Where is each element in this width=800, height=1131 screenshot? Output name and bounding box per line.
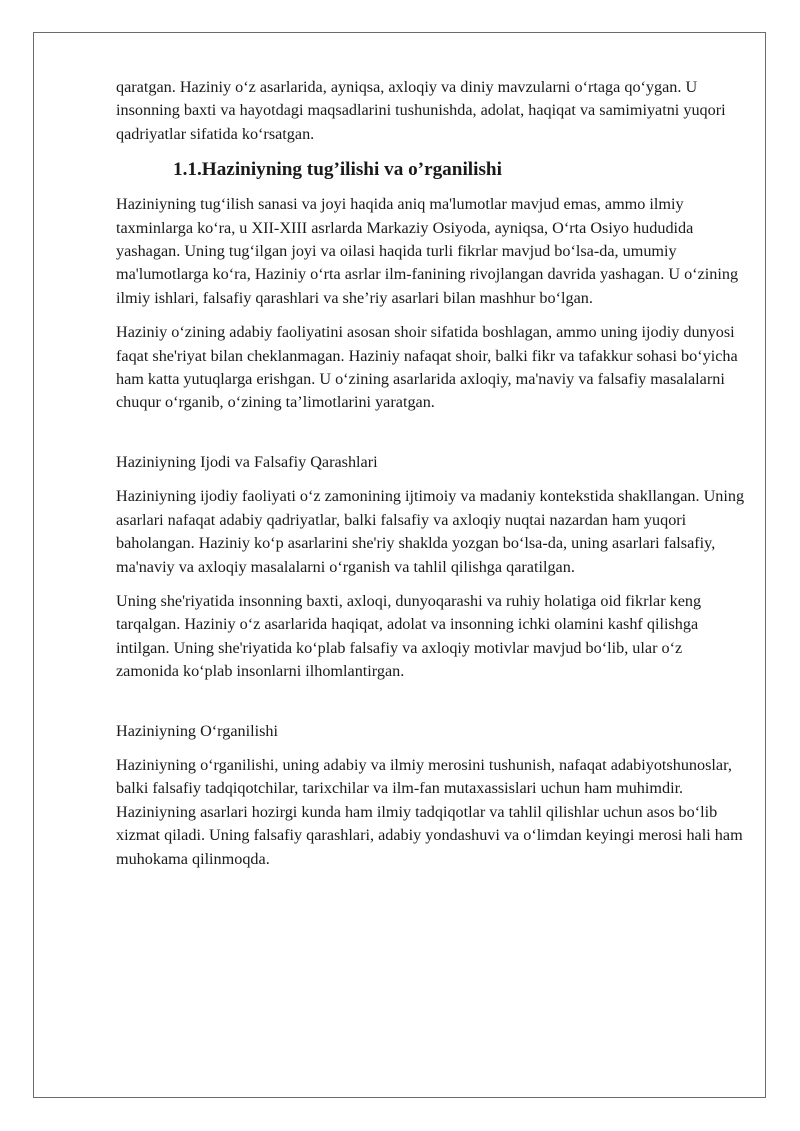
literary-activity-paragraph: Haziniy o‘zining adabiy faoliyatini asosan shoir sifatida boshlagan, ammo uning ijodiy dunyosi faqat she'riyat bilan cheklanmagan. Haziniy nafaqat shoir, balki fikr va tafakkur sohasi bo‘yicha ham katta yutuqlarga erishgan. U o‘zining asarlarida axloqiy, ma'naviy va falsafiy masalalarni chuqur o‘rganib, o‘zining ta’limotlarini yaratgan. (116, 323, 738, 412)
section-heading: 1.1.Haziniyning tug’ilishi va o’rganilishi (173, 159, 502, 181)
intro-paragraph: qaratgan. Haziniy o‘z asarlarida, ayniqsa, axloqiy va diniy mavzularni o‘rtaga qo‘ygan. U insonning baxti va hayotdagi maqsadlarini tushunishda, adolat, haqiqat va samimiyatni yuqori qadriyatlar sifatida ko‘rsatgan. (116, 78, 726, 143)
creativity-paragraph: Haziniyning ijodiy faoliyati o‘z zamonining ijtimoiy va madaniy kontekstida shakllangan. Uning asarlari nafaqat adabiy qadriyatlar, balki falsafiy va axloqiy nuqtai nazardan ham yuqori baholangan. Haziniy ko‘p asarlarini she'riy shaklda yozgan bo‘lsa-da, uning asarlari falsafiy, ma'naviy va axloqiy masalalarni o‘rganish va tahlil qilishga qaratilgan. (116, 487, 745, 576)
spacer (116, 426, 746, 451)
study-paragraph: Haziniyning o‘rganilishi, uning adabiy va ilmiy merosini tushunish, nafaqat adabiyotshunoslar, balki falsafiy tadqiqotchilar, tarixchilar va ilm-fan mutaxassislari uchun ham muhimdir. Haziniyning asarlari hozirgi kunda ham ilmiy tadqiqotlar va tahlil qilishlar uchun asos bo‘lib xizmat qiladi. Uning falsafiy qarashlari, adabiy yondashuvi va o‘limdan keyingi merosi hali ham muhokama qilinmoqda. (116, 755, 743, 868)
subsection-title-study: Haziniyning O‘rganilishi (116, 721, 279, 740)
poetry-paragraph: Uning she'riyatida insonning baxti, axloqi, dunyoqarashi va ruhiy holatiga oid fikrlar keng tarqalgan. Haziniy o‘z asarlarida haqiqat, adolat va insonning ichki olamini kashf qilishga intilgan. Uning she'riyatida ko‘plab falsafiy va axloqiy motivlar mavjud bo‘lib, ular o‘z zamonida ko‘plab insonlarni ilhomlantirgan. (116, 591, 702, 681)
subsection-title-creativity: Haziniyning Ijodi va Falsafiy Qarashlari (116, 452, 378, 471)
birth-paragraph: Haziniyning tug‘ilish sanasi va joyi haqida aniq ma'lumotlar mavjud emas, ammo ilmiy taxminlarga ko‘ra, u XII-XIII asrlarda Markaziy Osiyoda, ayniqsa, O‘rta Osiyo hududida yashagan. Uning tug‘ilgan joyi va oilasi haqida turli fikrlar mavjud bo‘lsa-da, umumiy ma'lumotlarga ko‘ra, Haziniy o‘rta asrlar ilm-fanining rivojlangan davrida yashagan. U o‘zining ilmiy ishlari, falsafiy qarashlari va she’riy asarlari bilan mashhur bo‘lgan. (116, 195, 739, 307)
spacer (116, 695, 746, 720)
document-body (116, 76, 746, 882)
